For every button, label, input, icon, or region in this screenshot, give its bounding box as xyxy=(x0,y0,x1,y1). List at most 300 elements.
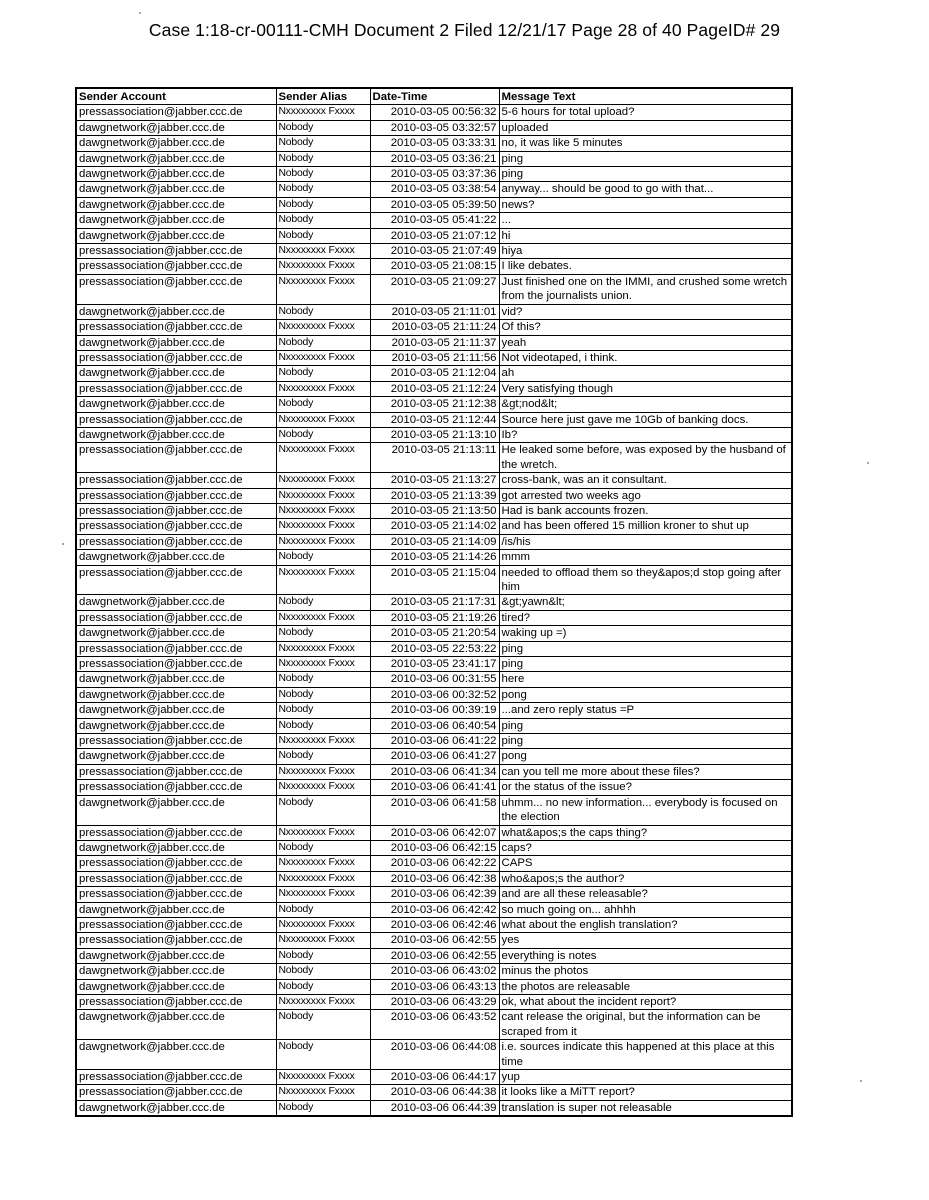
cell-date-time: 2010-03-05 03:33:31 xyxy=(370,136,499,151)
cell-sender-account: pressassociation@jabber.ccc.de xyxy=(76,443,276,473)
cell-sender-alias: Nxxxxxxxx Fxxxx xyxy=(276,657,370,672)
page-header: Case 1:18-cr-00111-CMH Document 2 Filed 12/21/17 Page 28 of 40 PageID# 29 xyxy=(148,20,781,40)
table-row xyxy=(76,427,792,442)
table-row xyxy=(76,979,792,994)
table-row xyxy=(76,503,792,518)
scan-speck xyxy=(139,12,141,14)
table-row xyxy=(76,795,792,825)
cell-sender-account: pressassociation@jabber.ccc.de xyxy=(76,994,276,1009)
cell-sender-account: pressassociation@jabber.ccc.de xyxy=(76,565,276,595)
cell-sender-alias: Nobody xyxy=(276,335,370,350)
cell-date-time: 2010-03-06 06:44:17 xyxy=(370,1070,499,1085)
cell-sender-alias: Nxxxxxxxx Fxxxx xyxy=(276,825,370,840)
cell-sender-account: dawgnetwork@jabber.ccc.de xyxy=(76,213,276,228)
table-row xyxy=(76,1085,792,1100)
table-row xyxy=(76,825,792,840)
table-row xyxy=(76,994,792,1009)
cell-date-time: 2010-03-06 06:42:46 xyxy=(370,917,499,932)
cell-message-text: hiya xyxy=(499,244,792,259)
cell-date-time: 2010-03-05 05:41:22 xyxy=(370,213,499,228)
cell-message-text: the photos are releasable xyxy=(499,979,792,994)
cell-date-time: 2010-03-05 21:13:10 xyxy=(370,427,499,442)
cell-sender-account: dawgnetwork@jabber.ccc.de xyxy=(76,335,276,350)
cell-date-time: 2010-03-06 06:44:08 xyxy=(370,1040,499,1070)
cell-sender-account: pressassociation@jabber.ccc.de xyxy=(76,825,276,840)
cell-sender-account: pressassociation@jabber.ccc.de xyxy=(76,734,276,749)
cell-message-text: here xyxy=(499,672,792,687)
table-row xyxy=(76,764,792,779)
cell-message-text: and are all these releasable? xyxy=(499,887,792,902)
table-row xyxy=(76,734,792,749)
cell-date-time: 2010-03-05 00:56:32 xyxy=(370,105,499,120)
cell-sender-account: dawgnetwork@jabber.ccc.de xyxy=(76,964,276,979)
cell-message-text: news? xyxy=(499,197,792,212)
cell-sender-alias: Nobody xyxy=(276,197,370,212)
cell-sender-alias: Nxxxxxxxx Fxxxx xyxy=(276,534,370,549)
cell-sender-alias: Nobody xyxy=(276,626,370,641)
cell-message-text: ping xyxy=(499,641,792,656)
cell-sender-alias: Nobody xyxy=(276,840,370,855)
cell-date-time: 2010-03-05 22:53:22 xyxy=(370,641,499,656)
scan-speck xyxy=(867,462,869,464)
cell-sender-account: pressassociation@jabber.ccc.de xyxy=(76,764,276,779)
table-row xyxy=(76,657,792,672)
cell-message-text: ah xyxy=(499,366,792,381)
cell-sender-alias: Nxxxxxxxx Fxxxx xyxy=(276,565,370,595)
table-row xyxy=(76,780,792,795)
cell-date-time: 2010-03-06 06:42:07 xyxy=(370,825,499,840)
cell-sender-account: dawgnetwork@jabber.ccc.de xyxy=(76,397,276,412)
cell-sender-alias: Nobody xyxy=(276,213,370,228)
cell-sender-account: pressassociation@jabber.ccc.de xyxy=(76,274,276,304)
table-row xyxy=(76,182,792,197)
cell-sender-account: dawgnetwork@jabber.ccc.de xyxy=(76,182,276,197)
cell-date-time: 2010-03-06 06:40:54 xyxy=(370,718,499,733)
cell-sender-alias: Nobody xyxy=(276,672,370,687)
cell-sender-account: pressassociation@jabber.ccc.de xyxy=(76,488,276,503)
cell-date-time: 2010-03-05 03:37:36 xyxy=(370,167,499,182)
cell-message-text: ping xyxy=(499,167,792,182)
cell-sender-account: pressassociation@jabber.ccc.de xyxy=(76,381,276,396)
table-row xyxy=(76,105,792,120)
cell-sender-account: pressassociation@jabber.ccc.de xyxy=(76,412,276,427)
table-row xyxy=(76,397,792,412)
cell-sender-account: dawgnetwork@jabber.ccc.de xyxy=(76,136,276,151)
cell-date-time: 2010-03-05 05:39:50 xyxy=(370,197,499,212)
cell-sender-account: dawgnetwork@jabber.ccc.de xyxy=(76,120,276,135)
cell-sender-account: pressassociation@jabber.ccc.de xyxy=(76,244,276,259)
cell-message-text: Had is bank accounts frozen. xyxy=(499,503,792,518)
cell-sender-alias: Nxxxxxxxx Fxxxx xyxy=(276,259,370,274)
cell-sender-alias: Nxxxxxxxx Fxxxx xyxy=(276,917,370,932)
cell-sender-account: dawgnetwork@jabber.ccc.de xyxy=(76,902,276,917)
cell-date-time: 2010-03-06 06:43:29 xyxy=(370,994,499,1009)
cell-sender-alias: Nxxxxxxxx Fxxxx xyxy=(276,610,370,625)
chat-log-table xyxy=(75,87,793,1117)
cell-date-time: 2010-03-05 03:36:21 xyxy=(370,151,499,166)
cell-sender-account: dawgnetwork@jabber.ccc.de xyxy=(76,304,276,319)
cell-message-text: ping xyxy=(499,151,792,166)
cell-sender-account: pressassociation@jabber.ccc.de xyxy=(76,917,276,932)
table-row xyxy=(76,136,792,151)
cell-sender-account: pressassociation@jabber.ccc.de xyxy=(76,473,276,488)
cell-message-text: Very satisfying though xyxy=(499,381,792,396)
cell-sender-account: dawgnetwork@jabber.ccc.de xyxy=(76,366,276,381)
table-row xyxy=(76,565,792,595)
cell-sender-account: pressassociation@jabber.ccc.de xyxy=(76,1070,276,1085)
cell-sender-account: dawgnetwork@jabber.ccc.de xyxy=(76,626,276,641)
cell-sender-alias: Nobody xyxy=(276,366,370,381)
cell-date-time: 2010-03-06 06:44:38 xyxy=(370,1085,499,1100)
table-row xyxy=(76,550,792,565)
cell-sender-account: pressassociation@jabber.ccc.de xyxy=(76,534,276,549)
cell-message-text: and has been offered 15 million kroner to shut up xyxy=(499,519,792,534)
table-row xyxy=(76,948,792,963)
cell-sender-alias: Nxxxxxxxx Fxxxx xyxy=(276,443,370,473)
cell-message-text: ping xyxy=(499,657,792,672)
cell-message-text: ... xyxy=(499,213,792,228)
cell-sender-alias: Nxxxxxxxx Fxxxx xyxy=(276,856,370,871)
table-row xyxy=(76,228,792,243)
column-header-date-time: Date-Time xyxy=(370,88,499,105)
table-row xyxy=(76,703,792,718)
cell-sender-account: dawgnetwork@jabber.ccc.de xyxy=(76,687,276,702)
cell-date-time: 2010-03-06 06:43:52 xyxy=(370,1010,499,1040)
cell-sender-account: dawgnetwork@jabber.ccc.de xyxy=(76,228,276,243)
cell-date-time: 2010-03-05 21:09:27 xyxy=(370,274,499,304)
cell-sender-alias: Nobody xyxy=(276,1040,370,1070)
cell-message-text: 5-6 hours for total upload? xyxy=(499,105,792,120)
cell-sender-account: dawgnetwork@jabber.ccc.de xyxy=(76,718,276,733)
table-row xyxy=(76,749,792,764)
table-row xyxy=(76,197,792,212)
cell-date-time: 2010-03-05 21:11:37 xyxy=(370,335,499,350)
cell-date-time: 2010-03-05 21:13:39 xyxy=(370,488,499,503)
cell-date-time: 2010-03-06 06:41:27 xyxy=(370,749,499,764)
cell-sender-account: pressassociation@jabber.ccc.de xyxy=(76,1085,276,1100)
table-row xyxy=(76,534,792,549)
cell-sender-alias: Nobody xyxy=(276,182,370,197)
column-header-sender-alias: Sender Alias xyxy=(276,88,370,105)
cell-sender-account: dawgnetwork@jabber.ccc.de xyxy=(76,749,276,764)
cell-sender-account: pressassociation@jabber.ccc.de xyxy=(76,641,276,656)
cell-sender-alias: Nxxxxxxxx Fxxxx xyxy=(276,244,370,259)
cell-date-time: 2010-03-05 21:11:01 xyxy=(370,304,499,319)
cell-sender-alias: Nxxxxxxxx Fxxxx xyxy=(276,519,370,534)
cell-date-time: 2010-03-06 06:42:55 xyxy=(370,933,499,948)
table-row xyxy=(76,1100,792,1116)
cell-date-time: 2010-03-06 06:41:22 xyxy=(370,734,499,749)
cell-message-text: cross-bank, was an it consultant. xyxy=(499,473,792,488)
cell-message-text: what&apos;s the caps thing? xyxy=(499,825,792,840)
table-row xyxy=(76,304,792,319)
cell-message-text: no, it was like 5 minutes xyxy=(499,136,792,151)
cell-message-text: yes xyxy=(499,933,792,948)
cell-message-text: Source here just gave me 10Gb of banking docs. xyxy=(499,412,792,427)
cell-message-text: yeah xyxy=(499,335,792,350)
cell-message-text: anyway... should be good to go with that... xyxy=(499,182,792,197)
cell-message-text: vid? xyxy=(499,304,792,319)
cell-message-text: got arrested two weeks ago xyxy=(499,488,792,503)
cell-message-text: He leaked some before, was exposed by the husband of the wretch. xyxy=(499,443,792,473)
cell-date-time: 2010-03-05 21:13:27 xyxy=(370,473,499,488)
cell-message-text: yup xyxy=(499,1070,792,1085)
cell-sender-alias: Nobody xyxy=(276,964,370,979)
table-row xyxy=(76,1070,792,1085)
table-row xyxy=(76,626,792,641)
cell-sender-account: dawgnetwork@jabber.ccc.de xyxy=(76,672,276,687)
table-row xyxy=(76,856,792,871)
cell-sender-alias: Nobody xyxy=(276,902,370,917)
cell-message-text: minus the photos xyxy=(499,964,792,979)
cell-sender-account: dawgnetwork@jabber.ccc.de xyxy=(76,979,276,994)
cell-sender-alias: Nxxxxxxxx Fxxxx xyxy=(276,994,370,1009)
cell-message-text: waking up =) xyxy=(499,626,792,641)
cell-sender-account: pressassociation@jabber.ccc.de xyxy=(76,519,276,534)
cell-sender-account: dawgnetwork@jabber.ccc.de xyxy=(76,1040,276,1070)
cell-date-time: 2010-03-05 21:20:54 xyxy=(370,626,499,641)
cell-sender-account: pressassociation@jabber.ccc.de xyxy=(76,350,276,365)
cell-message-text: Of this? xyxy=(499,320,792,335)
cell-sender-alias: Nxxxxxxxx Fxxxx xyxy=(276,105,370,120)
cell-sender-alias: Nobody xyxy=(276,718,370,733)
cell-sender-alias: Nxxxxxxxx Fxxxx xyxy=(276,350,370,365)
table-row xyxy=(76,350,792,365)
scan-speck xyxy=(62,543,64,545)
table-row xyxy=(76,244,792,259)
cell-date-time: 2010-03-06 00:31:55 xyxy=(370,672,499,687)
cell-date-time: 2010-03-05 21:12:38 xyxy=(370,397,499,412)
cell-sender-alias: Nxxxxxxxx Fxxxx xyxy=(276,641,370,656)
cell-sender-account: dawgnetwork@jabber.ccc.de xyxy=(76,948,276,963)
cell-sender-account: pressassociation@jabber.ccc.de xyxy=(76,933,276,948)
cell-sender-alias: Nxxxxxxxx Fxxxx xyxy=(276,764,370,779)
table-row xyxy=(76,933,792,948)
cell-sender-account: pressassociation@jabber.ccc.de xyxy=(76,856,276,871)
cell-sender-alias: Nobody xyxy=(276,550,370,565)
table-row xyxy=(76,151,792,166)
cell-date-time: 2010-03-06 06:41:34 xyxy=(370,764,499,779)
cell-date-time: 2010-03-05 03:38:54 xyxy=(370,182,499,197)
cell-date-time: 2010-03-05 21:08:15 xyxy=(370,259,499,274)
cell-sender-alias: Nobody xyxy=(276,1100,370,1116)
cell-sender-account: dawgnetwork@jabber.ccc.de xyxy=(76,795,276,825)
cell-sender-account: pressassociation@jabber.ccc.de xyxy=(76,610,276,625)
cell-message-text: CAPS xyxy=(499,856,792,871)
cell-date-time: 2010-03-05 21:07:12 xyxy=(370,228,499,243)
cell-sender-alias: Nxxxxxxxx Fxxxx xyxy=(276,1085,370,1100)
cell-sender-alias: Nobody xyxy=(276,948,370,963)
cell-message-text: &gt;nod&lt; xyxy=(499,397,792,412)
cell-message-text: translation is super not releasable xyxy=(499,1100,792,1116)
table-row xyxy=(76,412,792,427)
cell-sender-alias: Nxxxxxxxx Fxxxx xyxy=(276,488,370,503)
cell-sender-alias: Nobody xyxy=(276,228,370,243)
cell-date-time: 2010-03-05 21:19:26 xyxy=(370,610,499,625)
cell-sender-alias: Nxxxxxxxx Fxxxx xyxy=(276,320,370,335)
cell-sender-account: dawgnetwork@jabber.ccc.de xyxy=(76,427,276,442)
cell-sender-alias: Nobody xyxy=(276,136,370,151)
cell-sender-account: pressassociation@jabber.ccc.de xyxy=(76,657,276,672)
cell-sender-alias: Nobody xyxy=(276,595,370,610)
cell-sender-alias: Nxxxxxxxx Fxxxx xyxy=(276,503,370,518)
cell-date-time: 2010-03-05 21:11:24 xyxy=(370,320,499,335)
cell-message-text: /is/his xyxy=(499,534,792,549)
cell-sender-account: pressassociation@jabber.ccc.de xyxy=(76,320,276,335)
cell-sender-alias: Nxxxxxxxx Fxxxx xyxy=(276,734,370,749)
table-row xyxy=(76,718,792,733)
table-row xyxy=(76,320,792,335)
table-row xyxy=(76,519,792,534)
cell-sender-alias: Nobody xyxy=(276,1010,370,1040)
cell-message-text: what about the english translation? xyxy=(499,917,792,932)
cell-message-text: I like debates. xyxy=(499,259,792,274)
table-body xyxy=(76,105,792,1116)
cell-sender-alias: Nxxxxxxxx Fxxxx xyxy=(276,412,370,427)
cell-message-text: hi xyxy=(499,228,792,243)
cell-sender-alias: Nobody xyxy=(276,703,370,718)
cell-sender-alias: Nobody xyxy=(276,427,370,442)
cell-message-text: Ib? xyxy=(499,427,792,442)
cell-date-time: 2010-03-06 06:42:39 xyxy=(370,887,499,902)
cell-date-time: 2010-03-06 06:43:13 xyxy=(370,979,499,994)
cell-date-time: 2010-03-06 06:42:22 xyxy=(370,856,499,871)
cell-sender-alias: Nxxxxxxxx Fxxxx xyxy=(276,473,370,488)
cell-date-time: 2010-03-06 00:32:52 xyxy=(370,687,499,702)
cell-sender-alias: Nobody xyxy=(276,304,370,319)
table-row xyxy=(76,840,792,855)
cell-date-time: 2010-03-06 06:42:55 xyxy=(370,948,499,963)
table-row xyxy=(76,443,792,473)
scan-speck xyxy=(860,1080,862,1082)
cell-message-text: uhmm... no new information... everybody is focused on the election xyxy=(499,795,792,825)
cell-date-time: 2010-03-06 06:42:15 xyxy=(370,840,499,855)
cell-sender-alias: Nxxxxxxxx Fxxxx xyxy=(276,381,370,396)
table-row xyxy=(76,641,792,656)
column-header-message-text: Message Text xyxy=(499,88,792,105)
cell-date-time: 2010-03-06 06:42:42 xyxy=(370,902,499,917)
cell-sender-account: dawgnetwork@jabber.ccc.de xyxy=(76,1010,276,1040)
cell-date-time: 2010-03-05 21:13:11 xyxy=(370,443,499,473)
cell-sender-alias: Nobody xyxy=(276,979,370,994)
cell-sender-alias: Nxxxxxxxx Fxxxx xyxy=(276,780,370,795)
cell-sender-account: pressassociation@jabber.ccc.de xyxy=(76,871,276,886)
cell-sender-alias: Nobody xyxy=(276,397,370,412)
cell-date-time: 2010-03-05 21:14:02 xyxy=(370,519,499,534)
cell-message-text: needed to offload them so they&apos;d stop going after him xyxy=(499,565,792,595)
cell-sender-account: dawgnetwork@jabber.ccc.de xyxy=(76,167,276,182)
cell-message-text: pong xyxy=(499,687,792,702)
cell-sender-account: dawgnetwork@jabber.ccc.de xyxy=(76,840,276,855)
table-row xyxy=(76,610,792,625)
cell-message-text: ok, what about the incident report? xyxy=(499,994,792,1009)
table-row xyxy=(76,167,792,182)
cell-date-time: 2010-03-06 06:41:58 xyxy=(370,795,499,825)
cell-date-time: 2010-03-05 21:14:26 xyxy=(370,550,499,565)
chat-log-table-container xyxy=(75,87,791,1117)
cell-date-time: 2010-03-06 06:41:41 xyxy=(370,780,499,795)
cell-date-time: 2010-03-06 06:44:39 xyxy=(370,1100,499,1116)
table-row xyxy=(76,213,792,228)
cell-sender-alias: Nxxxxxxxx Fxxxx xyxy=(276,871,370,886)
cell-sender-account: pressassociation@jabber.ccc.de xyxy=(76,503,276,518)
cell-sender-account: pressassociation@jabber.ccc.de xyxy=(76,887,276,902)
cell-message-text: Not videotaped, i think. xyxy=(499,350,792,365)
cell-sender-alias: Nobody xyxy=(276,167,370,182)
cell-date-time: 2010-03-06 06:42:38 xyxy=(370,871,499,886)
table-row xyxy=(76,1040,792,1070)
table-row xyxy=(76,366,792,381)
cell-date-time: 2010-03-05 21:12:24 xyxy=(370,381,499,396)
table-row xyxy=(76,381,792,396)
cell-date-time: 2010-03-05 21:12:04 xyxy=(370,366,499,381)
cell-date-time: 2010-03-05 21:12:44 xyxy=(370,412,499,427)
cell-message-text: uploaded xyxy=(499,120,792,135)
table-row xyxy=(76,1010,792,1040)
cell-sender-account: dawgnetwork@jabber.ccc.de xyxy=(76,703,276,718)
cell-date-time: 2010-03-05 21:14:09 xyxy=(370,534,499,549)
cell-message-text: cant release the original, but the information can be scraped from it xyxy=(499,1010,792,1040)
cell-sender-alias: Nxxxxxxxx Fxxxx xyxy=(276,887,370,902)
table-row xyxy=(76,335,792,350)
table-row xyxy=(76,871,792,886)
cell-sender-alias: Nobody xyxy=(276,795,370,825)
cell-sender-alias: Nxxxxxxxx Fxxxx xyxy=(276,274,370,304)
cell-message-text: ...and zero reply status =P xyxy=(499,703,792,718)
table-row xyxy=(76,964,792,979)
cell-sender-account: pressassociation@jabber.ccc.de xyxy=(76,259,276,274)
cell-message-text: pong xyxy=(499,749,792,764)
cell-date-time: 2010-03-06 06:43:02 xyxy=(370,964,499,979)
cell-message-text: mmm xyxy=(499,550,792,565)
cell-date-time: 2010-03-06 00:39:19 xyxy=(370,703,499,718)
cell-message-text: i.e. sources indicate this happened at this place at this time xyxy=(499,1040,792,1070)
table-row xyxy=(76,672,792,687)
cell-date-time: 2010-03-05 21:17:31 xyxy=(370,595,499,610)
table-row xyxy=(76,887,792,902)
cell-message-text: Just finished one on the IMMI, and crushed some wretch from the journalists union. xyxy=(499,274,792,304)
cell-message-text: so much going on... ahhhh xyxy=(499,902,792,917)
cell-date-time: 2010-03-05 03:32:57 xyxy=(370,120,499,135)
cell-message-text: caps? xyxy=(499,840,792,855)
cell-date-time: 2010-03-05 21:07:49 xyxy=(370,244,499,259)
table-row xyxy=(76,595,792,610)
cell-sender-account: dawgnetwork@jabber.ccc.de xyxy=(76,1100,276,1116)
cell-message-text: ping xyxy=(499,718,792,733)
table-row xyxy=(76,488,792,503)
cell-message-text: can you tell me more about these files? xyxy=(499,764,792,779)
table-row xyxy=(76,917,792,932)
cell-message-text: tired? xyxy=(499,610,792,625)
cell-message-text: or the status of the issue? xyxy=(499,780,792,795)
cell-message-text: ping xyxy=(499,734,792,749)
table-header-row xyxy=(76,88,792,105)
cell-message-text: who&apos;s the author? xyxy=(499,871,792,886)
cell-sender-account: pressassociation@jabber.ccc.de xyxy=(76,780,276,795)
table-row xyxy=(76,902,792,917)
column-header-sender-account: Sender Account xyxy=(76,88,276,105)
cell-date-time: 2010-03-05 23:41:17 xyxy=(370,657,499,672)
cell-sender-account: dawgnetwork@jabber.ccc.de xyxy=(76,595,276,610)
cell-sender-alias: Nobody xyxy=(276,120,370,135)
table-row xyxy=(76,120,792,135)
table-row xyxy=(76,274,792,304)
cell-date-time: 2010-03-05 21:15:04 xyxy=(370,565,499,595)
table-row xyxy=(76,259,792,274)
cell-sender-alias: Nobody xyxy=(276,151,370,166)
cell-sender-alias: Nxxxxxxxx Fxxxx xyxy=(276,1070,370,1085)
cell-sender-account: pressassociation@jabber.ccc.de xyxy=(76,105,276,120)
